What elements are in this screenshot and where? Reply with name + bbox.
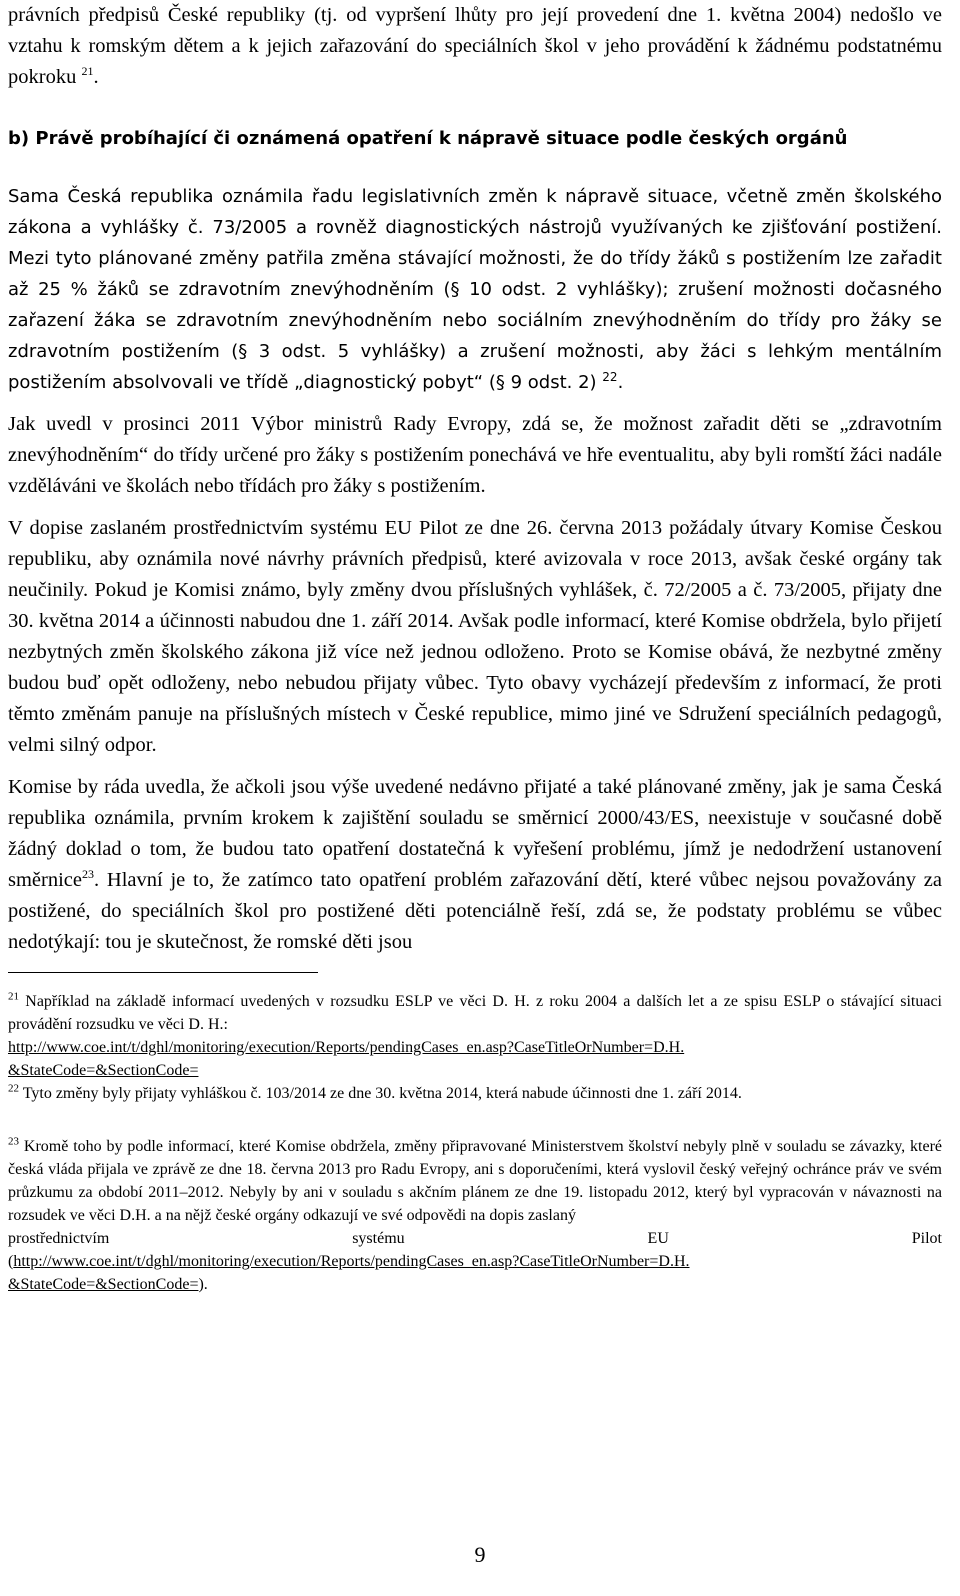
footnote-21: $^{21}$ Například na základě informací uvedených v rozsudku ESLP ve věci D. H. z roku 2004 a dalších let a ze spisu ESLP o stávající situaci provádění rozsudku ve věci D. H.: http://www.coe.int/t/dghl/monitoring/execution/Reports/pendingCases_en.asp?CaseTitleOrNumber=D.H. &StateCode=&SectionCode= [8,990,943,1079]
top-paragraph: právních předpisů České republiky (tj. od vypršení lhůty pro její provedení dne 1. května 2004) nedošlo ve vztahu k romským dětem a k jejich zařazování do speciálních škol v jeho provádění k žádnému podstatnému pokroku $^{21}$. [8,4,942,88]
footnote-ref-23[interactable]: 23 [82,867,94,882]
footnote-ref-21[interactable]: 21 [81,64,94,79]
footnote-ref-22[interactable]: 22 [602,370,618,384]
section-heading: b) Právě probíhající či oznámená opatření k nápravě situace podle českých orgánů [8,128,848,149]
paragraph-committee-of-ministers: Jak uvedl v prosinci 2011 Výbor ministrů Rady Evropy, zdá se, že možnost zařadit děti se „zdravotním znevýhodněním“ do třídy určené pro žáky s postižením ponechává ve hře eventualitu, aby byli romští žáci nadále vzděláváni ve školách nebo třídách pro žáky s postižením. [8,413,942,497]
footnote-num-22: 22 [8,1082,19,1095]
paragraph-legislative-changes: Sama Česká republika oznámila řadu legislativních změn k nápravě situace, včetně změn školského zákona a vyhlášky č. 73/2005 a rovněž diagnostických nástrojů využívaných ke zjišťování postižení. Mezi tyto plánované změny patřila změna stávající možnosti, že do třídy žáků s postižením lze zařadit až 25 % žáků se zdravotním znevýhodněním (§ 10 odst. 2 vyhlášky); zrušení možnosti dočasného zařazení žáka se zdravotním znevýhodněním nebo sociálním znevýhodněním do třídy pro žáky se zdravotním postižením (§ 3 odst. 5 vyhlášky) a zrušení možnosti, aby žáci s lehkým mentálním postižením absolvovali ve třídě „diagnostický pobyt“ (§ 9 odst. 2) $^{22}$. [8,186,942,393]
footnote-22: $^{22}$ Tyto změny byly přijaty vyhláškou č. 103/2014 ze dne 30. května 2014, která nabude účinnosti dne 1. září 2014. [8,1082,742,1102]
footnote-21-link[interactable]: http://www.coe.int/t/dghl/monitoring/execution/Reports/pendingCases_en.asp?CaseTitleOrNumber=D.H. &StateCode=&SectionCode= [8,1039,685,1079]
paragraph-commission-view: Komise by ráda uvedla, že ačkoli jsou výše uvedené nedávno přijaté a také plánované změny, jak je sama Česká republika oznámila, prvním krokem k zajištění souladu se směrnicí 2000/43/ES, neexistuje v současné době žádný doklad o tom, že budou tato opatření dostatečná k vyřešení problému, jímž je nedodržení ustanovení směrnice$^{23}$. Hlavní je to, že zatímco tato opatření problém zařazování dětí, které vůbec nejsou považovány za postižené, do speciálních škol pro postižené děti potenciálně řeší, zdá se, že podstaty problému se vůbec nedotýkají: tou je skutečnost, že romské děti jsou [8,776,942,953]
document-page [8,0,942,1296]
paragraph-eu-pilot: V dopise zaslaném prostřednictvím systému EU Pilot ze dne 26. června 2013 požádaly útvary Komise Českou republiku, aby oznámila nové návrhy právních předpisů, které avizovala v roce 2013, avšak české orgány tak neučinily. Pokud je Komisi známo, byly změny dvou příslušných vyhlášek, č. 72/2005 a č. 73/2005, přijaty dne 30. května 2014 a účinnosti nabudou dne 1. září 2014. Avšak podle informací, které Komise obdržela, bylo přijetí nezbytných změn školského zákona již více než jednou odloženo. Proto se Komise obává, že nezbytné změny budou buď opět odloženy, nebo nebudou přijaty vůbec. Tyto obavy vycházejí především z informací, že proti těmto změnám panuje na příslušných místech v České republice, mimo jiné ve Sdružení speciálních pedagogů, velmi silný odpor. [8,517,942,756]
footnote-23: $^{23}$ Kromě toho by podle informací, které Komise obdržela, změny připravované Ministerstvem školství nebyly plně v souladu se závazky, které česká vláda přijala ve zprávě ze dne 18. června 2013 pro Radu Evropy, ani s doporučeními, která vyslovil český veřejný ochránce práv ve svém průzkumu za období 2011–2012. Nebyly by ani v souladu s akčním plánem ze dne 19. listopadu 2012, který byl vypracován v návaznosti na rozsudek ve věci D.H. a na nějž české orgány odkazují ve své odpovědi na dopis zaslaný [8,1135,943,1224]
footnote-num-23: 23 [8,1135,19,1148]
footnote-23-spread-line: prostřednictvím systému EU Pilot [8,1230,942,1247]
footnote-23-link-line: (http://www.coe.int/t/dghl/monitoring/execution/Reports/pendingCases_en.asp?CaseTitleOrNumber=D.H. &StateCode=&SectionCode=). [8,1253,690,1293]
footnote-num-21: 21 [8,990,19,1003]
page-number: 9 [474,1542,486,1567]
footnote-23-link[interactable]: http://www.coe.int/t/dghl/monitoring/execution/Reports/pendingCases_en.asp?CaseTitleOrNumber=D.H. &StateCode=&SectionCode= [8,1253,690,1293]
